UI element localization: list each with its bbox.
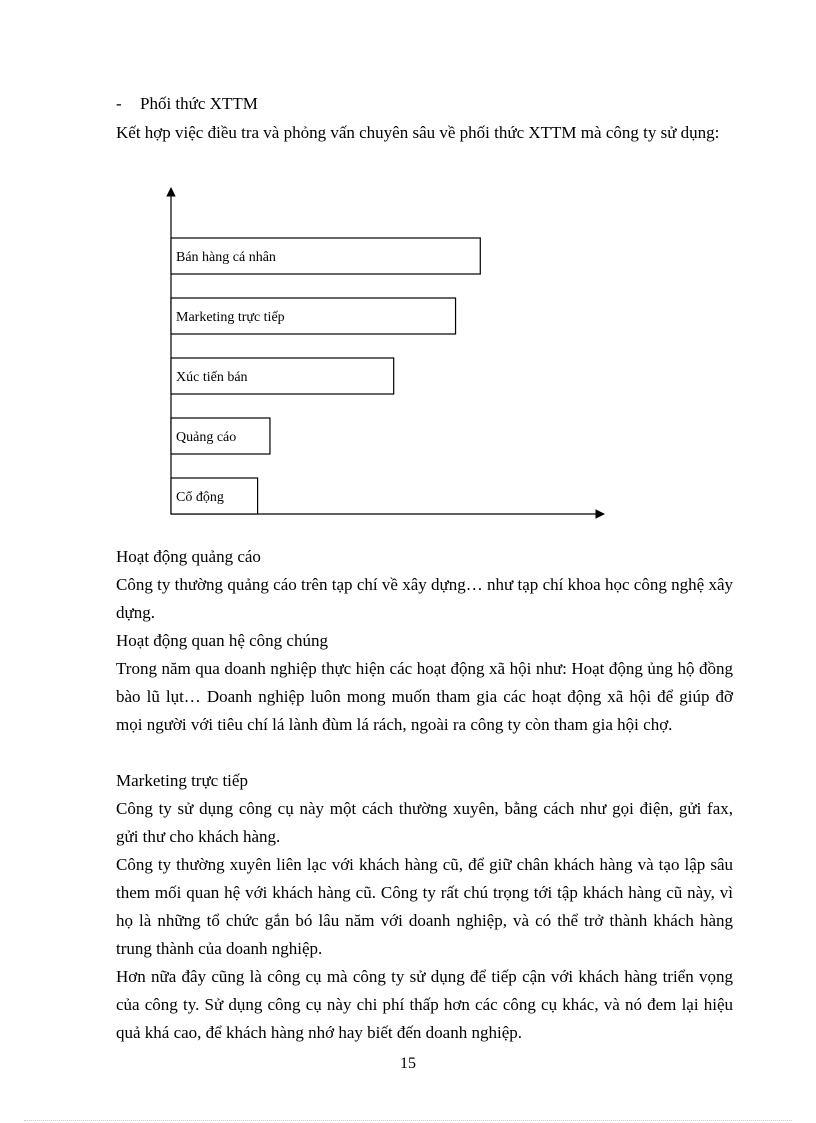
footer-rule <box>24 1120 792 1121</box>
section-heading-public-relations: Hoạt động quan hệ công chúng <box>116 631 328 650</box>
section-heading-advertising: Hoạt động quảng cáo <box>116 547 261 566</box>
section-paragraph: Công ty thường quảng cáo trên tạp chí về xây dựng… như tạp chí khoa học công nghệ xây dựng. <box>116 575 733 622</box>
bar-label-3: Quảng cáo <box>176 430 237 445</box>
bullet-text: Phối thức XTTM <box>140 94 258 113</box>
section-paragraph: Công ty thường xuyên liên lạc với khách hàng cũ, để giữ chân khách hàng và tạo lập sâu them mối quan hệ với khách hàng cũ. Công ty rất chú trọng tới tập khách hàng cũ này, vì họ là những tổ chức gắn bó lâu năm với doanh nghiệp, và có thể trở thành khách hàng trung thành của doanh nghiệp. <box>116 855 733 958</box>
section-paragraph: Trong năm qua doanh nghiệp thực hiện các hoạt động xã hội như: Hoạt động ủng hộ đồng bào lũ lụt… Doanh nghiệp luôn mong muốn tham gia các hoạt động xã hội để giúp đỡ mọi người với tiêu chí lá lành đùm lá rách, ngoài ra công ty còn tham gia hội chợ. <box>116 659 733 734</box>
bar-label-2: Xúc tiến bán <box>176 370 248 385</box>
bullet-dash: - <box>116 94 122 113</box>
page-number: 15 <box>400 1055 416 1072</box>
section-heading-direct-marketing: Marketing trực tiếp <box>116 771 248 790</box>
section-paragraph: Hơn nữa đây cũng là công cụ mà công ty sử dụng để tiếp cận với khách hàng triển vọng của công ty. Sử dụng công cụ này chi phí thấp hơn các công cụ khác, và nó đem lại hiệu quả khá cao, để khách hàng nhớ hay biết đến doanh nghiệp. <box>116 967 733 1042</box>
bar-label-4: Cổ động <box>176 490 224 505</box>
section-paragraph: Công ty sử dụng công cụ này một cách thường xuyên, bằng cách như gọi điện, gửi fax, gửi thư cho khách hàng. <box>116 799 733 846</box>
intro-paragraph: Kết hợp việc điều tra và phỏng vấn chuyên sâu về phối thức XTTM mà công ty sử dụng: <box>116 123 720 142</box>
bar-label-1: Marketing trực tiếp <box>176 310 285 325</box>
bar-label-0: Bán hàng cá nhân <box>176 250 276 265</box>
